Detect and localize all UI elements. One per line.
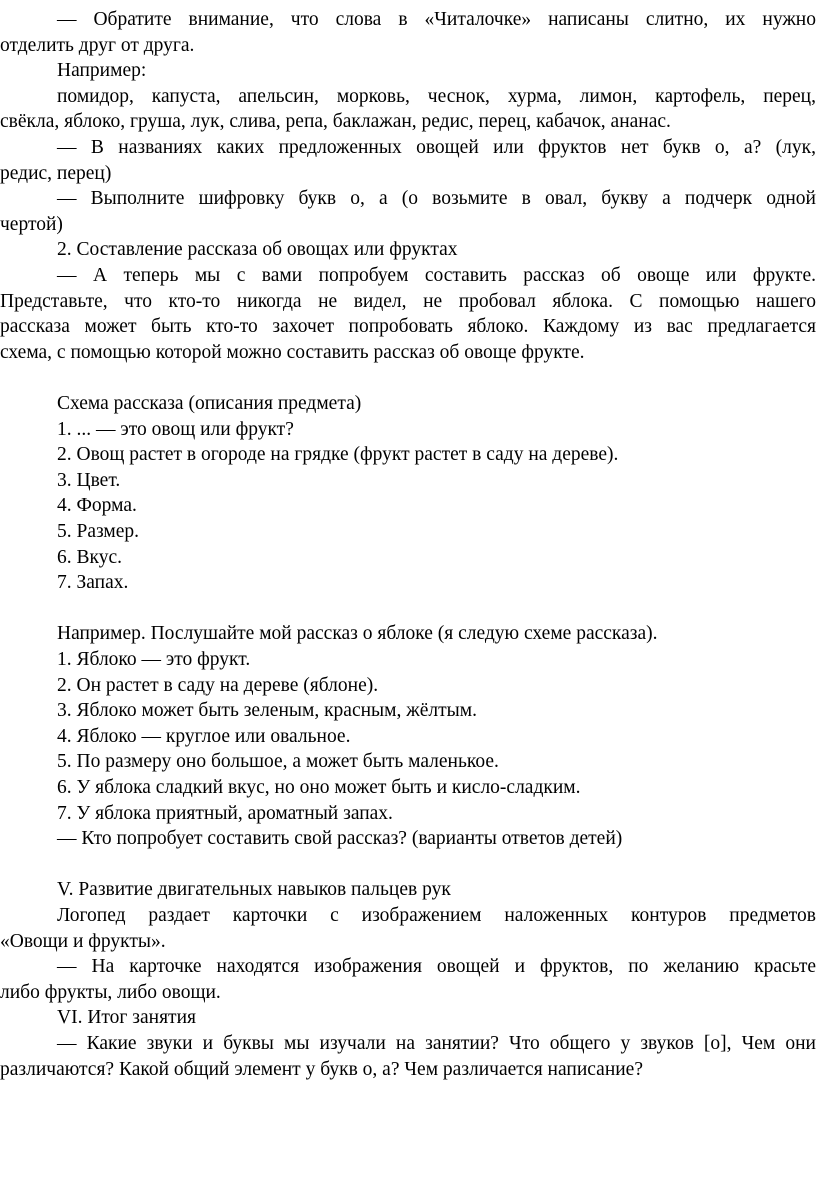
text-line: помидор, капуста, апельсин, морковь, чеснок, хурма, лимон, картофель, перец, (57, 85, 816, 107)
text-line: редис, перец) (0, 162, 112, 184)
text-line: — Какие звуки и буквы мы изучали на занятии? Что общего у звуков [о], Чем они (57, 1033, 816, 1054)
text-line: — А теперь мы с вами попробуем составить рассказ об овоще или фрукте. (57, 265, 816, 286)
text-line: — В названиях каких предложенных овощей или фруктов нет букв о, а? (лук, (57, 137, 816, 158)
text-line: Логопед раздает карточки с изображением наложенных контуров предметов (57, 905, 816, 926)
text-line: — Кто попробует составить свой рассказ? (варианты ответов детей) (57, 828, 623, 850)
text-line: 2. Овощ растет в огороде на грядке (фрукт растет в саду на дереве). (57, 444, 619, 466)
text-line: отделить друг от друга. (0, 34, 195, 56)
text-line: — Обратите внимание, что слова в «Читалочке» написаны слитно, их нужно (57, 9, 816, 30)
text-line: рассказа может быть кто-то захочет попробовать яблоко. Каждому из вас предлагается (0, 316, 816, 338)
text-line: 4. Форма. (57, 495, 137, 517)
text-line: 6. Вкус. (57, 546, 122, 568)
text-line: «Овощи и фрукты». (0, 930, 166, 952)
text-line: 4. Яблоко — круглое или овальное. (57, 725, 351, 747)
text-line: — Выполните шифровку букв о, а (о возьмите в овал, букву а подчерк одной (57, 188, 816, 210)
text-line: схема, с помощью которой можно составить рассказ об овоще фрукте. (0, 341, 585, 363)
text-line: — На карточке находятся изображения овощей и фруктов, по желанию красьте (57, 956, 816, 978)
text-line: свёкла, яблоко, груша, лук, слива, репа, баклажан, редис, перец, кабачок, ананас. (0, 111, 671, 133)
text-line: 5. По размеру оно большое, а может быть маленькое. (57, 751, 499, 773)
text-line: 2. Составление рассказа об овощах или фруктах (57, 239, 458, 261)
text-line: Например: (57, 60, 147, 82)
text-line: 2. Он растет в саду на дереве (яблоне). (57, 674, 379, 696)
text-line: Представьте, что кто-то никогда не видел, не пробовал яблока. С помощью нашего (0, 290, 816, 312)
text-line: чертой) (0, 213, 63, 235)
text-line: VI. Итог занятия (57, 1007, 196, 1029)
text-line: 1. Яблоко — это фрукт. (57, 649, 251, 670)
text-line: 7. Запах. (57, 572, 129, 594)
text-line: либо фрукты, либо овощи. (0, 981, 221, 1003)
text-line: V. Развитие двигательных навыков пальцев рук (57, 879, 451, 901)
text-line: 6. У яблока сладкий вкус, но оно может быть и кисло-сладким. (57, 777, 581, 798)
text-line: 1. ... — это овощ или фрукт? (57, 418, 294, 440)
text-line: Схема рассказа (описания предмета) (57, 393, 362, 414)
text-line: 5. Размер. (57, 521, 140, 542)
text-line: Например. Послушайте мой рассказ о яблоке (я следую схеме рассказа). (57, 623, 658, 645)
text-line: 3. Яблоко может быть зеленым, красным, жёлтым. (57, 700, 477, 722)
text-line: 7. У яблока приятный, ароматный запах. (57, 802, 393, 824)
text-line: различаются? Какой общий элемент у букв о, а? Чем различается написание? (0, 1058, 643, 1080)
text-line: 3. Цвет. (57, 469, 121, 491)
